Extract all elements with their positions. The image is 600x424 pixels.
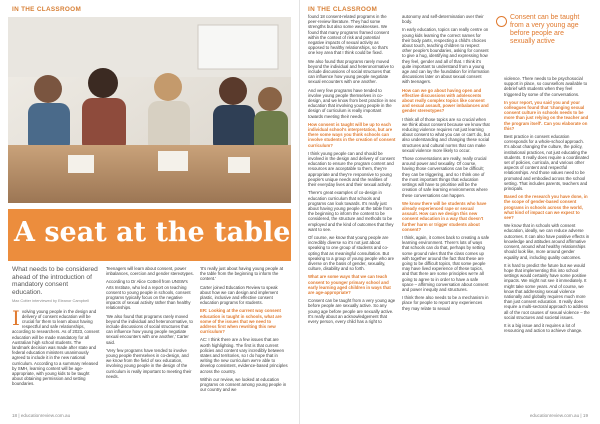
byline: Max Cotter interviewed by Eleanor Campbell bbox=[12, 298, 89, 304]
interview-question: We know there will be students who have already experienced rape or sexual assault. How can we design this new consent education in a way that doesn't further harm or trigger students about consent? bbox=[402, 200, 487, 232]
page-footer: 18 | educationreview.com.au bbox=[12, 413, 71, 418]
page-footer: educationreview.com.au | 19 bbox=[529, 413, 588, 418]
paragraph: It is hard to predict the future but we would hope that implementing this into school settings would certainly have some positive impacts. We might not see it immediately. It might take some years. And of course, we know that addressing sexual violence nationally and globally requires much more than just consent education. It really does require a multi-sectoral approach to address all of the root causes of sexual violence – the social structures and societal issues. bbox=[504, 262, 590, 320]
classroom-photo bbox=[8, 17, 291, 203]
left-column-1 bbox=[12, 266, 100, 390]
headline-banner bbox=[8, 209, 291, 261]
interview-question: In your report, you said you and your colleagues found that 'changing sexual consent culture in schools needs to be more than just relying on the teacher and the program itself'. Can you elaborate on this? bbox=[504, 99, 589, 131]
paragraph: found 18 consent-related programs in the peer-review literature. They had some strengths but also some weaknesses. We found that many programs framed consent within the context of risk and potential negative impacts of sexual activity as opposed to healthy relationships, so that's one key area that I think could be fixed. bbox=[308, 14, 389, 56]
headline: A seat at the table bbox=[14, 217, 291, 248]
paragraph: It is a big issue and it requires a lot of resourcing and action to achieve change. bbox=[504, 322, 583, 334]
section-label: IN THE CLASSROOM bbox=[12, 6, 82, 13]
paragraph: We also found that programs rarely moved beyond the individual and heteronormative to include discussions of social structures that can influence how young people negotiate sexual encounters with one another. bbox=[308, 58, 394, 85]
paragraph: In early education, topics can really centre on young kids learning the correct names for their body parts, respecting a child's choices about touch, teaching children to respect other people's boundaries, asking for consent to give a hug, identifying and expressing how they feel, gender and all of that. I think it's quite important to understand from a young age and can lay the foundation for information discussions later on about sexual consent with teenagers. bbox=[402, 27, 490, 85]
right-column-3 bbox=[504, 76, 590, 336]
paragraph: And very few programs have tended to involve young people themselves in co-design, and we know from best practice in sex education that involving young people in the design of curriculum is really important towards meeting their needs. bbox=[308, 87, 396, 119]
right-page bbox=[300, 0, 600, 424]
left-page bbox=[0, 0, 299, 424]
paragraph: We know that in schools with consent education, ideally, we can reduce adverse outcomes. It can also have positive effects in knowledge and attitudes around affirmative consent, around what healthy relationships should look like, more around gender equality and, including quality outcomes. bbox=[504, 223, 590, 260]
paragraph: Best practice in consent education corresponds for a whole-school approach. It's about changing the culture, the policy, institutional practices, not just educating the students. It really does require a coordinated set of policies, curricula, and various other aspects of content and respectful relationships. And those values need to be promoted and embodied across the school setting. That includes parents, teachers and principals. bbox=[504, 134, 589, 192]
section-label: IN THE CLASSROOM bbox=[308, 6, 378, 13]
paragraph: I think, again, it comes back to creating a safe learning environment. There's lots of ways that schools can do that, perhaps by setting some ground rules that the class comes up with together around the fact that these are going to be difficult topics, that some people may have lived experience of these topics, and that there are some principles we're all going to agree to in order to have a safe space – affirming conversation about consent and power inequity and structures. bbox=[402, 234, 490, 292]
interview-question: ER: Looking at the current way consent education is taught in schools, what are some of the issues that we need to address first when rewriting this new curriculum? bbox=[200, 308, 282, 335]
paragraph: 'We also found that programs rarely moved beyond the individual and heteronormative, to include discussions of social structures that can influence how young people negotiate sexual encounters with one another,' Carter said. bbox=[106, 313, 193, 345]
left-column-3 bbox=[200, 266, 288, 395]
paragraph: Of course, we know that young people are incredibly diverse so it's not just about speaking to one group of students and co-opting that as meaningful consultation. But speaking to a group of young people who are diverse on the basis of gender, sexuality, culture, disability and so forth. bbox=[308, 234, 395, 272]
paragraph: Consent can be taught from a very young age before people are sexually active. So any young age before people are sexually active. It's really about an acknowledgement that every person, every child has a right to bbox=[308, 298, 396, 324]
paragraph: 'It's really just about having young people at the table from the beginning to inform the content.' bbox=[200, 266, 284, 282]
classroom-photo-image bbox=[8, 17, 291, 203]
right-column-1 bbox=[308, 14, 396, 327]
interview-question: How can we go about having open and effective discussions with adolescents about really complex topics like consent and sexual assault, power imbalances and gender stereotypes? bbox=[402, 87, 489, 114]
paragraph: Within our review, we looked at education programs on consent among young people in our country and we bbox=[200, 376, 287, 393]
interview-question: What are some ways that we can teach consent to younger primary school and early learning aged children in ways that are age-appropriate? bbox=[308, 274, 391, 295]
paragraph: violence. There needs to be psychosocial support in place, so counsellors available to debrief with students when they feel triggered by some of the conversations. bbox=[504, 76, 588, 97]
paragraph: 'Very few programs have tended to involve young people themselves in co-design, and we know from the field of sex education, involving young people in the design of the curriculum is really important to meeting their needs. bbox=[106, 347, 192, 379]
paragraph: I think young people can and should be involved in the design and delivery of consent education to ensure the program content and resources are acceptable to them, they're appropriate and they're responsive to young people's unique needs and the realities of their everyday lives and their sexual activity. bbox=[308, 150, 395, 188]
paragraph: There's great examples of co-design in education curriculum that schools and programs can look towards. It's really just about having young people at the table from the beginning to inform the content to be considered, the structure and methods to be employed and the kind of outcomes that they want to see. bbox=[308, 190, 394, 232]
interview-question: Based on the research you have done, in the scope of gender-based consent programs in schools across the world, what kind of impact can we expect to see? bbox=[504, 194, 588, 221]
paragraph: Carter joined Education Review to speak about how we can design and implement plastic, inclusive and effective consent education programs for students. bbox=[200, 284, 278, 306]
quote-circle-icon bbox=[496, 16, 507, 27]
right-column-2 bbox=[402, 14, 490, 314]
pull-quote-text: Consent can be taught from a very young age before people are sexually active bbox=[510, 14, 580, 45]
paragraph: Teenagers will learn about consent, power imbalances, coercion and gender stereotypes. bbox=[106, 266, 194, 277]
paragraph: Those conversations are really, really crucial around power and sexuality. Of course, having those conversations can be difficult; they can be triggering, and so I think one of the most important things that education settings will have to prioritise will be the creation of safe learning environments where these conversations can happen. bbox=[402, 156, 488, 198]
interview-question: How consent is taught will be up to each individual school's interpretation, but are there some ways you think schools can involve students in the creation of consent curriculum? bbox=[308, 121, 396, 148]
intro: What needs to be considered ahead of the introduction of mandatory consent education. bbox=[12, 266, 98, 296]
paragraph: According to Dr Alice Cottrell from UNSW's Arts Institute, who led a report on teaching consent to young people in schools, consent programs typically focus on the negative impacts of sexual activity rather than healthy relationships. bbox=[106, 279, 191, 311]
paragraph: I think there also needs to be a mechanism in place for people to report any experiences they may relate to sexual bbox=[402, 295, 489, 311]
left-column-2 bbox=[106, 266, 194, 382]
paragraph: I think all of those topics are so crucial when we think about consent because we know that reducing violence requires not just learning about consent to what you can or can't do, but also understanding and changing these social structures and cultural norms that can make sexual violence more likely to occur. bbox=[402, 116, 490, 153]
drop-cap: I bbox=[12, 305, 20, 330]
paragraph: AC: I think there are a few issues that are worth highlighting. The first is that current policies and content vary incredibly between states and territories, so I do hope that in writing the new curriculum we're able to develop consistent, evidence-based principles across the country. bbox=[200, 337, 288, 374]
opening-paragraph bbox=[12, 305, 100, 387]
opening-text: volving young people in the design and delivery of consent education will be crucial for them to learn about having respectful and safe relationships, according to researchers. As of 2023, consent education will be made mandatory for all Australian high school students. The landmark decision was made after state and federal education ministers unanimously agreed to include it in the new national curriculum. According to a summary released by SMH, learning content will be age-appropriate, with young kids to be taught about obtaining permission and setting boundaries. bbox=[12, 308, 100, 387]
paragraph: autonomy and self-determination over their body. bbox=[402, 14, 484, 25]
